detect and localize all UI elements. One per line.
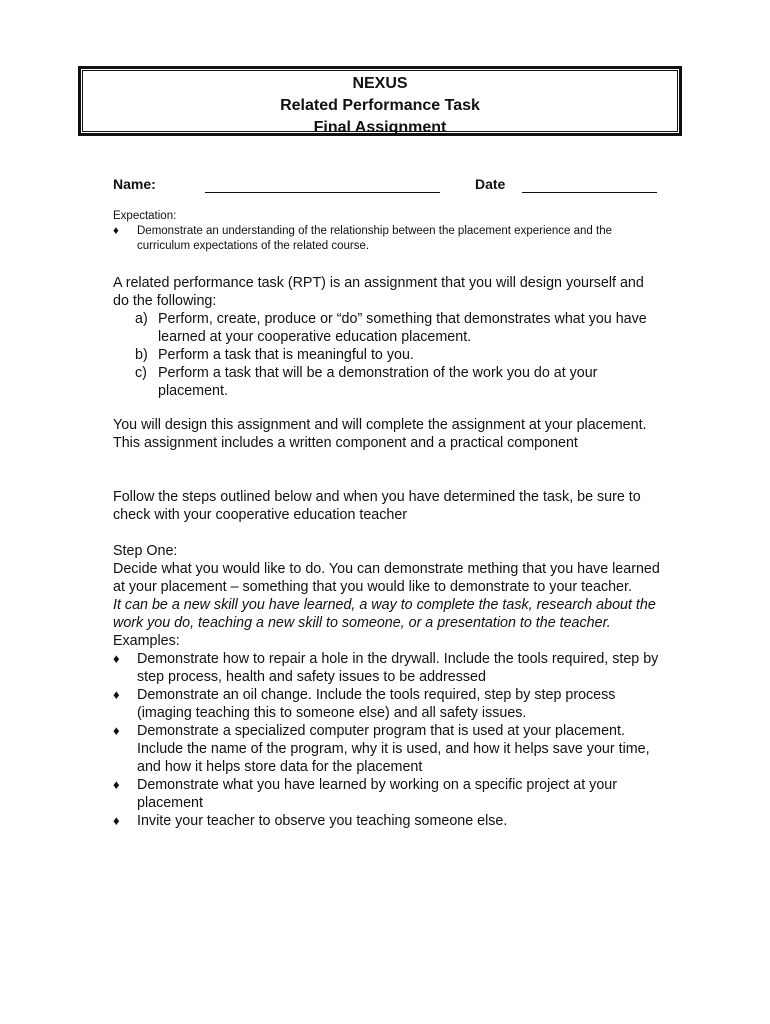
list-item-text: Perform a task that will be a demonstration of the work you do at your placement. [158,365,598,399]
example-text: Demonstrate an oil change. Include the tools required, step by step process (imaging teaching this to someone else) and all safety issues. [137,687,616,721]
example-item [113,812,661,830]
list-item-text: Perform, create, produce or “do” something that demonstrates what you have learned at your cooperative education placement. [158,311,647,345]
document-title: Related Performance Task [280,97,480,114]
diamond-bullet-icon: ♦ [113,813,120,828]
name-field[interactable] [205,192,440,193]
examples-label: Examples: [113,633,180,649]
diamond-bullet-icon: ♦ [113,777,120,792]
follow-paragraph-section [113,488,661,524]
document-subtitle: Final Assignment [313,119,447,136]
title-box [78,66,682,136]
follow-paragraph: Follow the steps outlined below and when you have determined the task, be sure to check with your cooperative education teacher [113,489,641,523]
step-one-text: Decide what you would like to do. You can demonstrate mething that you have learned at your placement – something that you would like to demonstrate to your teacher. [113,561,660,595]
step-one-section [113,542,661,830]
design-paragraph-section [113,416,661,452]
list-item [113,364,661,400]
list-item [113,310,661,346]
example-text: Demonstrate what you have learned by working on a specific project at your placement [137,777,617,811]
diamond-bullet-icon: ♦ [113,651,120,666]
list-marker: b) [135,347,148,363]
expectation-item [113,224,663,254]
example-text: Demonstrate how to repair a hole in the drywall. Include the tools required, step by step process, health and safety issues to be addressed [137,651,659,685]
example-item [113,722,661,776]
expectation-label: Expectation: [113,210,177,222]
name-date-row [113,176,658,196]
list-item-text: Perform a task that is meaningful to you. [158,347,414,363]
org-title: NEXUS [352,75,408,92]
diamond-bullet-icon: ♦ [113,723,120,738]
example-item [113,686,661,722]
name-label: Name: [113,176,156,192]
diamond-bullet-icon: ♦ [113,225,119,237]
intro-section [113,274,661,400]
design-paragraph: You will design this assignment and will complete the assignment at your placement. This assignment includes a written component and a practical component [113,417,647,451]
list-marker: a) [135,311,148,327]
list-marker: c) [135,365,147,381]
expectation-section [113,209,663,254]
example-text: Demonstrate a specialized computer program that is used at your placement. Include the name of the program, why it is used, and how it helps save your time, and how it helps store data for the placement [137,723,650,775]
diamond-bullet-icon: ♦ [113,687,120,702]
example-item [113,650,661,686]
step-one-italic-note: It can be a new skill you have learned, a way to complete the task, research about the work you do, teaching a new skill to someone, or a presentation to the teacher. [113,597,656,631]
intro-paragraph: A related performance task (RPT) is an assignment that you will design yourself and do the following: [113,275,644,309]
example-text: Invite your teacher to observe you teaching someone else. [137,813,508,829]
list-item [113,346,661,364]
date-field[interactable] [522,192,657,193]
expectation-text: Demonstrate an understanding of the relationship between the placement experience and the curriculum expectations of the related course. [137,225,613,252]
example-item [113,776,661,812]
date-label: Date [475,176,506,192]
step-one-heading: Step One: [113,543,178,559]
